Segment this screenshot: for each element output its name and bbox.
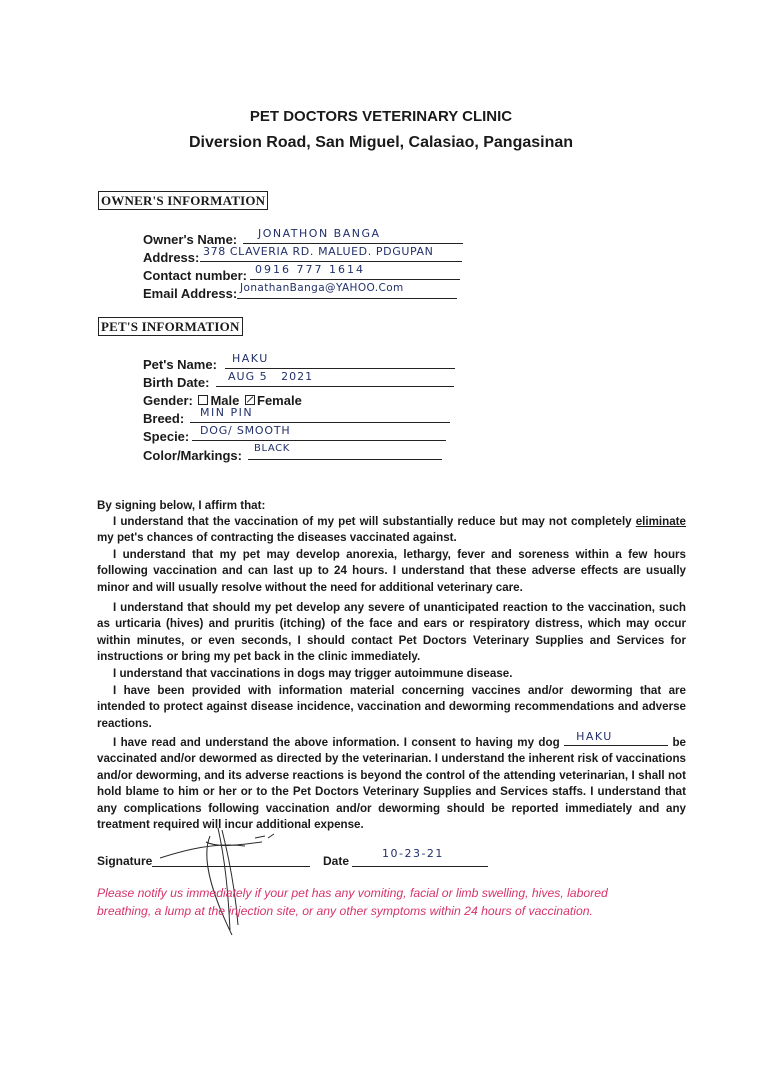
gender-label: Gender: xyxy=(143,393,193,408)
clinic-name: PET DOCTORS VETERINARY CLINIC xyxy=(249,108,513,125)
breed-value: MIN PIN xyxy=(200,406,254,419)
pet-section-title: PET'S INFORMATION xyxy=(98,317,243,336)
consent-p1-text-end: my pet's chances of contracting the diseases vaccinated against. xyxy=(97,531,457,545)
specie-label: Specie: xyxy=(143,429,190,444)
dog-name-value: HAKU xyxy=(576,730,613,743)
email-value: JonathanBanga@YAHOO.Com xyxy=(240,282,404,294)
consent-p3-text: I understand that should my pet develop any severe of unanticipated reaction to the vaccination, such as urticaria (hives) and pruritis (itching) of the face and ears or respiratory distress, which may occur within minutes, or even seconds, I should contact Pet Doctors Veterinary Supplies and Services for instructions or bring my pet back in the clinic immediately. xyxy=(97,601,686,664)
date-value: 10-23-21 xyxy=(382,847,444,860)
gender-female-label: Female xyxy=(257,393,302,408)
owner-name-label: Owner's Name: xyxy=(143,232,238,247)
owner-name-value: JONATHON BANGA xyxy=(258,227,381,240)
owner-address-value: 378 CLAVERIA RD. MALUED. PDGUPAN xyxy=(203,245,434,258)
color-markings-label: Color/Markings: xyxy=(143,448,242,463)
consent-p2-text: I understand that my pet may develop anorexia, lethargy, fever and soreness within a few hours following vaccination and can last up to 24 hours. I understand that these adverse effects are usually minor and will usually resolve without the need for additional veterinary care. xyxy=(97,548,686,594)
breed-label: Breed: xyxy=(143,411,185,426)
gender-male-label: Male xyxy=(210,393,240,408)
clinic-address: Diversion Road, San Miguel, Calasiao, Pangasinan xyxy=(188,134,574,151)
pet-name-value: HAKU xyxy=(232,352,269,365)
consent-p6-text: I have read and understand the above information. I consent to having my dog xyxy=(113,736,560,749)
consent-p5-text: I have been provided with information material concerning vaccines and/or deworming that are intended to protect against disease incidence, vaccination and deworming recommendations and adverse reactions. xyxy=(97,684,686,730)
date-label: Date xyxy=(323,854,350,868)
birth-date-value: AUG 5 2021 xyxy=(228,370,314,383)
email-label: Email Address: xyxy=(143,286,238,301)
signature-label: Signature xyxy=(97,854,153,868)
aftercare-note: Please notify us immediately if your pet has any vomiting, facial or limb swelling, hives, labored breathing, a lump at the injection site, or any other symptoms within 24 hours of vaccination. xyxy=(97,886,608,918)
consent-intro: By signing below, I affirm that: xyxy=(97,499,266,512)
contact-number-value: 0916 777 1614 xyxy=(255,263,365,276)
owner-section-title: OWNER'S INFORMATION xyxy=(98,191,268,210)
consent-p6-text-end: be vaccinated and/or dewormed as directed by the veterinarian. I understand the inherent risk of vaccinations and/or deworming, and its adverse reactions is beyond the control of the attending veterinarian, I shall not hold blame to him or her or to the Pet Doctors Veterinary Supplies and Services staffs. I understand that any complications following vaccination and/or deworming should be reported immediately and any treatment required will incur additional expense. xyxy=(97,736,686,832)
pet-name-label: Pet's Name: xyxy=(143,357,217,372)
birth-date-label: Birth Date: xyxy=(143,375,210,390)
owner-address-label: Address: xyxy=(143,250,200,265)
consent-p1-text: I understand that the vaccination of my pet will substantially reduce but may not completely xyxy=(113,515,632,528)
consent-p1-emphasis: eliminate xyxy=(635,515,686,528)
consent-p4-text: I understand that vaccinations in dogs may trigger autoimmune disease. xyxy=(113,667,513,680)
contact-number-label: Contact number: xyxy=(143,268,247,283)
specie-value: DOG/ SMOOTH xyxy=(200,424,291,437)
color-markings-value: BLACK xyxy=(254,443,290,454)
